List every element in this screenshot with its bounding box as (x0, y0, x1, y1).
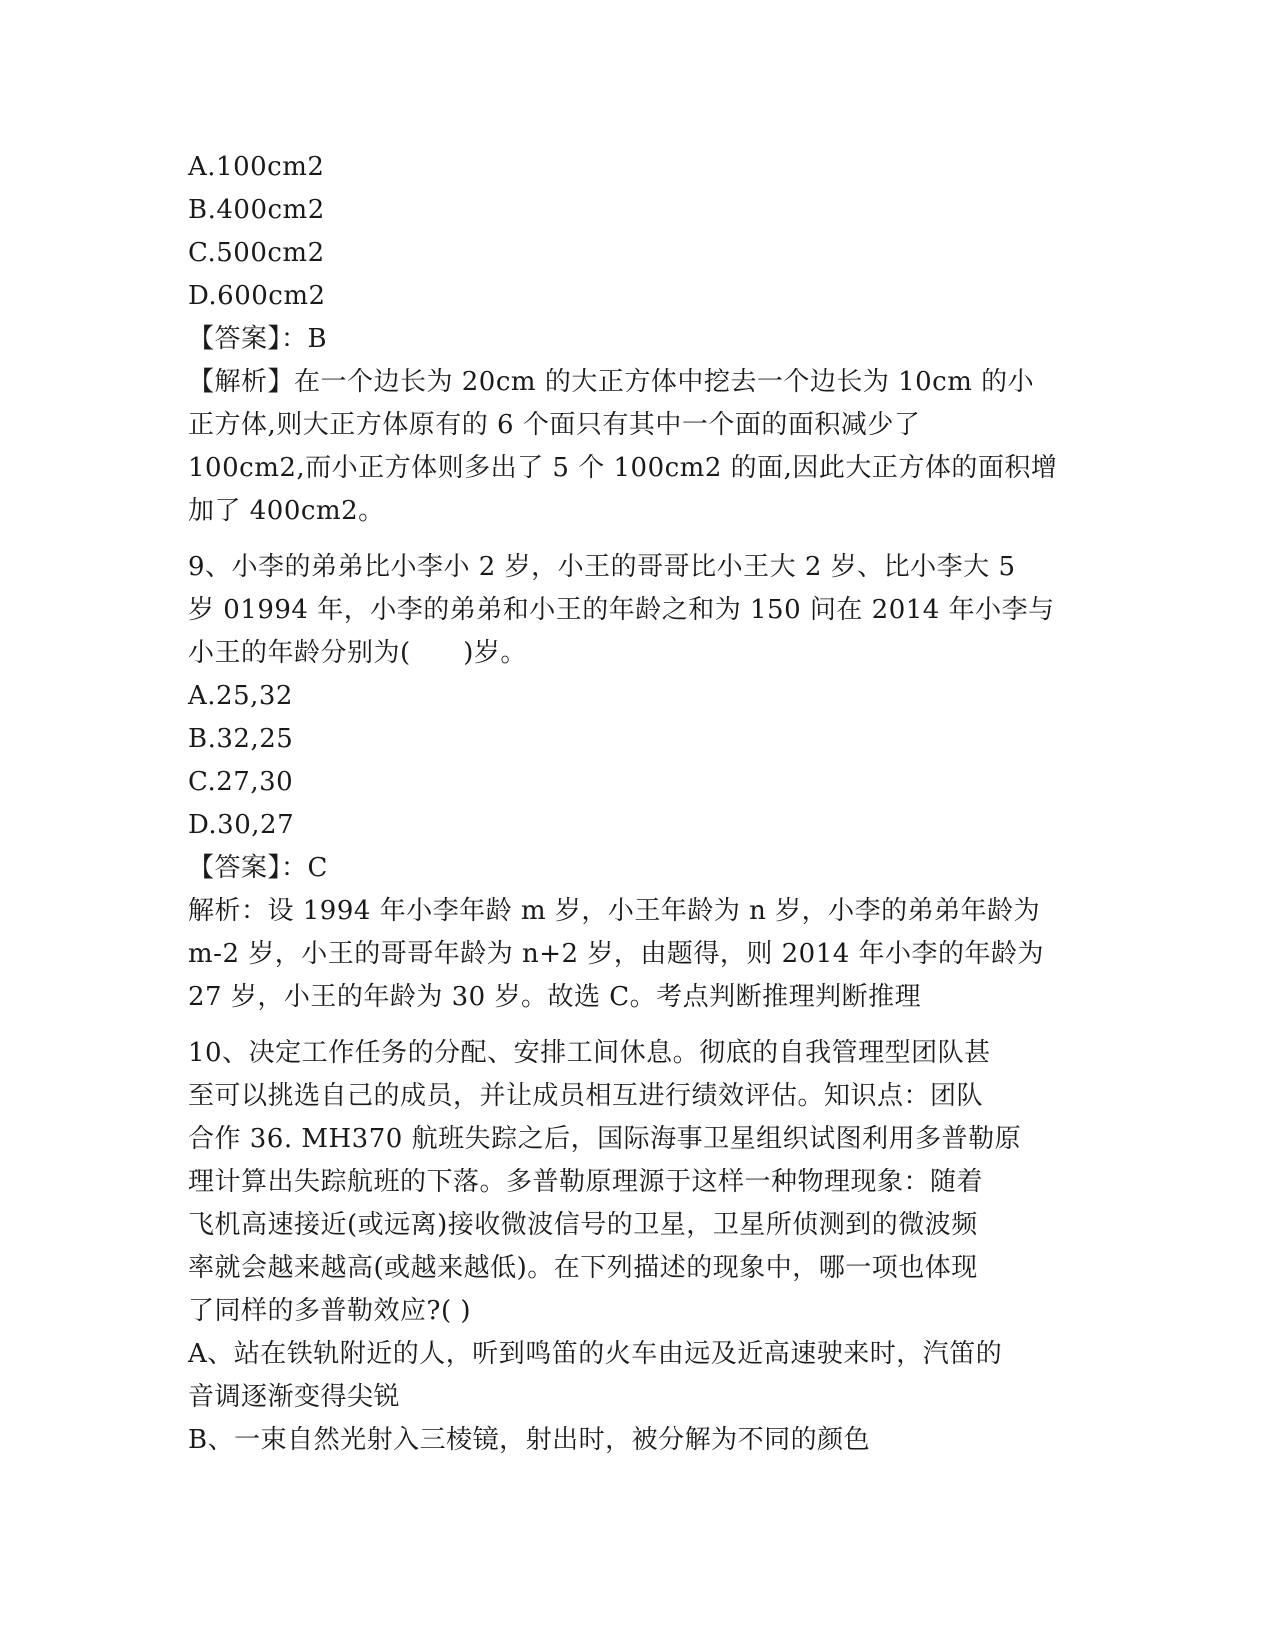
q10-question-line: 10、决定工作任务的分配、安排工间休息。彻底的自我管理型团队甚 (188, 1038, 991, 1068)
q8-analysis-line: 【解析】在一个边长为 20cm 的大正方体中挖去一个边长为 10cm 的小 (188, 367, 1035, 397)
q10-option-a: A、站在铁轨附近的人，听到鸣笛的火车由远及近高速驶来时，汽笛的 (188, 1339, 1003, 1369)
q10-question-line: 合作 36. MH370 航班失踪之后，国际海事卫星组织试图利用多普勒原 (188, 1124, 1022, 1154)
q8-analysis-line: 正方体,则大正方体原有的 6 个面只有其中一个面的面积减少了 (188, 410, 921, 440)
q8-option-b: B.400cm2 (188, 195, 325, 225)
q8-option-c: C.500cm2 (188, 238, 325, 268)
q9-question-line: 岁 01994 年，小李的弟弟和小王的年龄之和为 150 问在 2014 年小李与 (188, 595, 1055, 625)
q10-question-line: 了同样的多普勒效应?( ) (188, 1296, 471, 1326)
q10-question-line: 飞机高速接近(或远离)接收微波信号的卫星，卫星所侦测到的微波频 (188, 1210, 978, 1240)
q9-option-d: D.30,27 (188, 810, 295, 840)
q10-option-b: B、一束自然光射入三棱镜，射出时，被分解为不同的颜色 (188, 1425, 871, 1455)
document-content (188, 146, 1083, 1462)
q9-analysis-line: 27 岁，小王的年龄为 30 岁。故选 C。考点判断推理判断推理 (188, 982, 922, 1012)
q8-analysis-line: 加了 400cm2。 (188, 496, 385, 526)
q10-question-line: 理计算出失踪航班的下落。多普勒原理源于这样一种物理现象：随着 (188, 1167, 984, 1197)
q10-question-line: 率就会越来越高(或越来越低)。在下列描述的现象中，哪一项也体现 (188, 1253, 978, 1283)
q8-analysis-line: 100cm2,而小正方体则多出了 5 个 100cm2 的面,因此大正方体的面积增 (188, 453, 1058, 483)
q9-option-a: A.25,32 (188, 681, 293, 711)
spacer (188, 1019, 1083, 1032)
q9-option-c: C.27,30 (188, 767, 294, 797)
q9-analysis-line: m-2 岁，小王的哥哥年龄为 n+2 岁，由题得，则 2014 年小李的年龄为 (188, 939, 1045, 969)
q9-answer: 【答案】：C (188, 853, 328, 883)
q10-question-line: 至可以挑选自己的成员，并让成员相互进行绩效评估。知识点：团队 (188, 1081, 984, 1111)
q10-option-a-continued: 音调逐渐变得尖锐 (188, 1382, 401, 1412)
q8-option-d: D.600cm2 (188, 281, 326, 311)
q8-answer: 【答案】：B (188, 324, 328, 354)
spacer (188, 533, 1083, 546)
q9-analysis-line: 解析：设 1994 年小李年龄 m 岁，小王年龄为 n 岁，小李的弟弟年龄为 (188, 896, 1041, 926)
q9-question-line: 小王的年龄分别为( )岁。 (188, 638, 527, 668)
q8-option-a: A.100cm2 (188, 152, 325, 182)
q9-question-line: 9、小李的弟弟比小李小 2 岁，小王的哥哥比小王大 2 岁、比小李大 5 (188, 552, 1016, 582)
q9-option-b: B.32,25 (188, 724, 294, 754)
